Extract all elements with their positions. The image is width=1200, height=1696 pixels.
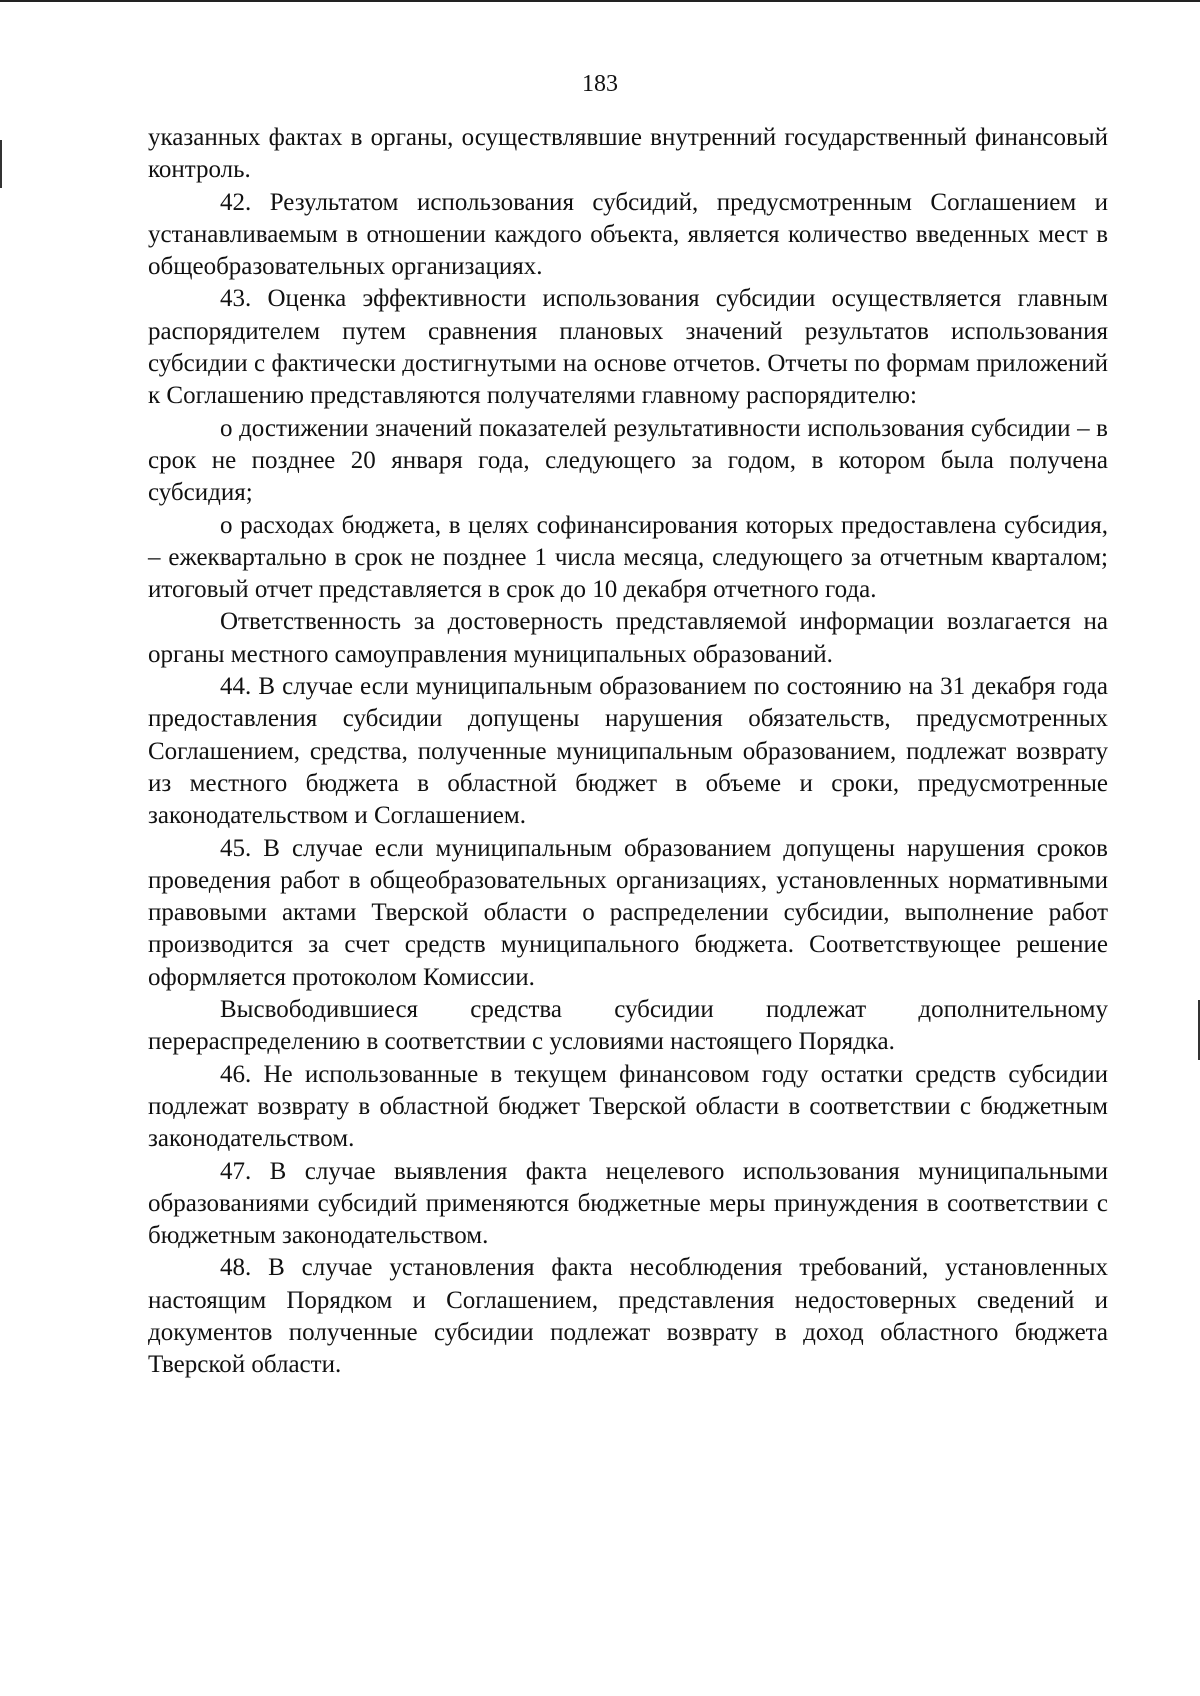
paragraph-42: 42. Результатом использования субсидий, предусмотренным Соглашением и устанавливаемым в отношении каждого объекта, является количество введенных мест в общеобразовательных организациях. [148, 188, 1108, 281]
page-number: 183 [582, 71, 618, 97]
paragraph-43-responsibility: Ответственность за достоверность представляемой информации возлагается на органы местного самоуправления муниципальных образований. [148, 608, 1108, 668]
paragraph-47: 47. В случае выявления факта нецелевого использования муниципальными образованиями субсидий применяются бюджетные меры принуждения в соответствии с бюджетным законодательством. [148, 1157, 1108, 1250]
paragraph-45: 45. В случае если муниципальным образованием допущены нарушения сроков проведения работ в общеобразовательных организациях, установленных нормативными правовыми актами Тверской области о распределении субсидии, выполнение работ производится за счет средств муниципального бюджета. Соответствующее решение оформляется протоколом Комиссии. [148, 834, 1108, 991]
document-body [148, 122, 1108, 1382]
paragraph-46: 46. Не использованные в текущем финансовом году остатки средств субсидии подлежат возврату в областной бюджет Тверской области в соответствии с бюджетным законодательством. [148, 1060, 1108, 1153]
scan-edge-mark-left [0, 140, 2, 188]
paragraph-45-redistribution: Высвободившиеся средства субсидии подлежат дополнительному перераспределению в соответствии с условиями настоящего Порядка. [148, 996, 1108, 1056]
paragraph-continuation: указанных фактах в органы, осуществлявшие внутренний государственный финансовый контроль. [148, 124, 1108, 184]
paragraph-43: 43. Оценка эффективности использования субсидии осуществляется главным распорядителем путем сравнения плановых значений результатов использования субсидии с фактически достигнутыми на основе отчетов. Отчеты по формам приложений к Соглашению представляются получателями главному распорядителю: [148, 285, 1108, 410]
scan-border-line [0, 0, 1200, 2]
paragraph-44: 44. В случае если муниципальным образованием по состоянию на 31 декабря года предоставления субсидии допущены нарушения обязательств, предусмотренных Соглашением, средства, полученные муниципальным образованием, подлежат возврату из местного бюджета в областной бюджет в объеме и сроки, предусмотренные законодательством и Соглашением. [148, 673, 1108, 830]
paragraph-43-item-results: о достижении значений показателей результативности использования субсидии – в срок не позднее 20 января года, следующего за годом, в котором была получена субсидия; [148, 414, 1108, 507]
paragraph-43-item-expenses: о расходах бюджета, в целях софинансирования которых предоставлена субсидия, – ежеквартально в срок не позднее 1 числа месяца, следующего за отчетным кварталом; итоговый отчет представляется в срок до 10 декабря отчетного года. [148, 511, 1108, 604]
paragraph-48: 48. В случае установления факта несоблюдения требований, установленных настоящим Порядком и Соглашением, представления недостоверных сведений и документов полученные субсидии подлежат возврату в доход областного бюджета Тверской области. [148, 1254, 1108, 1379]
